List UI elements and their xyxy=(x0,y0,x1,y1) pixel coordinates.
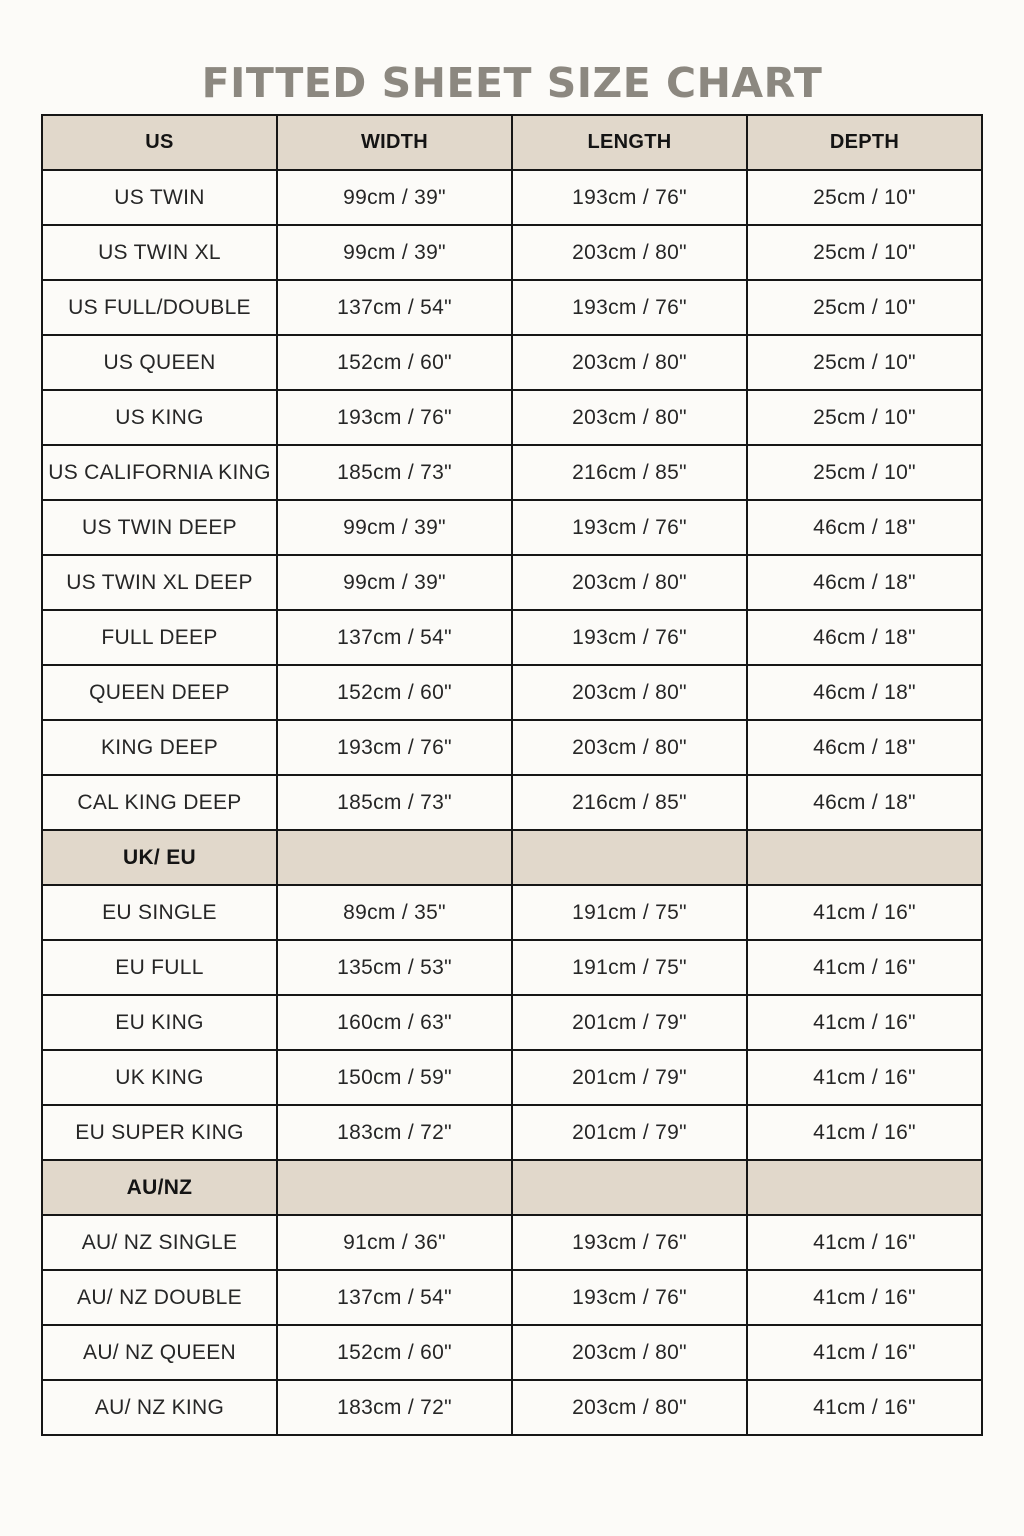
size-name-cell: CAL KING DEEP xyxy=(42,775,277,830)
width-cell: 152cm / 60" xyxy=(277,665,512,720)
table-row xyxy=(42,610,982,665)
length-cell: 203cm / 80" xyxy=(512,665,747,720)
width-cell: 99cm / 39" xyxy=(277,500,512,555)
width-cell: 152cm / 60" xyxy=(277,1325,512,1380)
size-chart-table xyxy=(41,114,983,1436)
depth-cell: 46cm / 18" xyxy=(747,665,982,720)
width-cell: 99cm / 39" xyxy=(277,225,512,280)
length-cell: 193cm / 76" xyxy=(512,1215,747,1270)
depth-cell: 25cm / 10" xyxy=(747,225,982,280)
size-name-cell: FULL DEEP xyxy=(42,610,277,665)
size-name-cell: AU/ NZ SINGLE xyxy=(42,1215,277,1270)
size-name-cell: EU SINGLE xyxy=(42,885,277,940)
table-row xyxy=(42,1380,982,1435)
depth-cell: 25cm / 10" xyxy=(747,170,982,225)
size-name-cell: EU FULL xyxy=(42,940,277,995)
size-name-cell: EU KING xyxy=(42,995,277,1050)
width-cell: 91cm / 36" xyxy=(277,1215,512,1270)
size-name-cell: US QUEEN xyxy=(42,335,277,390)
depth-cell: 46cm / 18" xyxy=(747,720,982,775)
size-name-cell: US FULL/DOUBLE xyxy=(42,280,277,335)
size-name-cell: US TWIN xyxy=(42,170,277,225)
table-row xyxy=(42,390,982,445)
depth-cell: 41cm / 16" xyxy=(747,885,982,940)
table-row xyxy=(42,775,982,830)
column-header-length: LENGTH xyxy=(512,115,747,170)
width-cell: 89cm / 35" xyxy=(277,885,512,940)
depth-cell: 46cm / 18" xyxy=(747,610,982,665)
depth-cell: 46cm / 18" xyxy=(747,555,982,610)
width-cell: 99cm / 39" xyxy=(277,170,512,225)
section-empty-cell xyxy=(277,1160,512,1215)
column-header-width: WIDTH xyxy=(277,115,512,170)
section-empty-cell xyxy=(512,830,747,885)
length-cell: 201cm / 79" xyxy=(512,1105,747,1160)
depth-cell: 41cm / 16" xyxy=(747,1050,982,1105)
size-name-cell: US TWIN DEEP xyxy=(42,500,277,555)
table-row xyxy=(42,225,982,280)
depth-cell: 41cm / 16" xyxy=(747,1380,982,1435)
length-cell: 201cm / 79" xyxy=(512,995,747,1050)
size-name-cell: US TWIN XL xyxy=(42,225,277,280)
column-header-us: US xyxy=(42,115,277,170)
table-row xyxy=(42,720,982,775)
table-row xyxy=(42,995,982,1050)
depth-cell: 41cm / 16" xyxy=(747,1325,982,1380)
depth-cell: 41cm / 16" xyxy=(747,1105,982,1160)
table-row xyxy=(42,280,982,335)
depth-cell: 25cm / 10" xyxy=(747,335,982,390)
length-cell: 193cm / 76" xyxy=(512,500,747,555)
section-header-row xyxy=(42,830,982,885)
table-row xyxy=(42,1215,982,1270)
page-title: FITTED SHEET SIZE CHART xyxy=(201,59,823,108)
section-label: AU/NZ xyxy=(42,1160,277,1215)
section-empty-cell xyxy=(747,1160,982,1215)
length-cell: 203cm / 80" xyxy=(512,720,747,775)
width-cell: 193cm / 76" xyxy=(277,720,512,775)
depth-cell: 41cm / 16" xyxy=(747,1215,982,1270)
length-cell: 193cm / 76" xyxy=(512,610,747,665)
depth-cell: 46cm / 18" xyxy=(747,500,982,555)
length-cell: 216cm / 85" xyxy=(512,445,747,500)
length-cell: 203cm / 80" xyxy=(512,335,747,390)
length-cell: 193cm / 76" xyxy=(512,1270,747,1325)
width-cell: 137cm / 54" xyxy=(277,1270,512,1325)
table-header-row xyxy=(42,115,982,170)
length-cell: 203cm / 80" xyxy=(512,555,747,610)
length-cell: 193cm / 76" xyxy=(512,280,747,335)
size-name-cell: KING DEEP xyxy=(42,720,277,775)
length-cell: 203cm / 80" xyxy=(512,1325,747,1380)
size-name-cell: AU/ NZ DOUBLE xyxy=(42,1270,277,1325)
length-cell: 201cm / 79" xyxy=(512,1050,747,1105)
size-name-cell: EU SUPER KING xyxy=(42,1105,277,1160)
size-chart-body xyxy=(42,115,982,1435)
depth-cell: 25cm / 10" xyxy=(747,390,982,445)
section-empty-cell xyxy=(747,830,982,885)
length-cell: 191cm / 75" xyxy=(512,885,747,940)
size-name-cell: AU/ NZ KING xyxy=(42,1380,277,1435)
size-name-cell: QUEEN DEEP xyxy=(42,665,277,720)
section-empty-cell xyxy=(512,1160,747,1215)
width-cell: 183cm / 72" xyxy=(277,1105,512,1160)
length-cell: 203cm / 80" xyxy=(512,390,747,445)
size-name-cell: US KING xyxy=(42,390,277,445)
length-cell: 191cm / 75" xyxy=(512,940,747,995)
length-cell: 216cm / 85" xyxy=(512,775,747,830)
table-row xyxy=(42,1105,982,1160)
table-row xyxy=(42,170,982,225)
width-cell: 185cm / 73" xyxy=(277,445,512,500)
width-cell: 135cm / 53" xyxy=(277,940,512,995)
depth-cell: 25cm / 10" xyxy=(747,280,982,335)
table-row xyxy=(42,885,982,940)
size-name-cell: UK KING xyxy=(42,1050,277,1105)
table-row xyxy=(42,1050,982,1105)
size-name-cell: US TWIN XL DEEP xyxy=(42,555,277,610)
table-row xyxy=(42,555,982,610)
column-header-depth: DEPTH xyxy=(747,115,982,170)
table-row xyxy=(42,665,982,720)
table-row xyxy=(42,1270,982,1325)
width-cell: 150cm / 59" xyxy=(277,1050,512,1105)
length-cell: 193cm / 76" xyxy=(512,170,747,225)
width-cell: 193cm / 76" xyxy=(277,390,512,445)
depth-cell: 41cm / 16" xyxy=(747,995,982,1050)
width-cell: 99cm / 39" xyxy=(277,555,512,610)
length-cell: 203cm / 80" xyxy=(512,225,747,280)
table-row xyxy=(42,335,982,390)
size-name-cell: US CALIFORNIA KING xyxy=(42,445,277,500)
table-row xyxy=(42,1325,982,1380)
section-empty-cell xyxy=(277,830,512,885)
size-name-cell: AU/ NZ QUEEN xyxy=(42,1325,277,1380)
depth-cell: 25cm / 10" xyxy=(747,445,982,500)
width-cell: 137cm / 54" xyxy=(277,610,512,665)
table-row xyxy=(42,445,982,500)
section-label: UK/ EU xyxy=(42,830,277,885)
length-cell: 203cm / 80" xyxy=(512,1380,747,1435)
depth-cell: 46cm / 18" xyxy=(747,775,982,830)
table-row xyxy=(42,500,982,555)
width-cell: 185cm / 73" xyxy=(277,775,512,830)
width-cell: 183cm / 72" xyxy=(277,1380,512,1435)
depth-cell: 41cm / 16" xyxy=(747,940,982,995)
width-cell: 160cm / 63" xyxy=(277,995,512,1050)
section-header-row xyxy=(42,1160,982,1215)
width-cell: 137cm / 54" xyxy=(277,280,512,335)
depth-cell: 41cm / 16" xyxy=(747,1270,982,1325)
table-row xyxy=(42,940,982,995)
width-cell: 152cm / 60" xyxy=(277,335,512,390)
